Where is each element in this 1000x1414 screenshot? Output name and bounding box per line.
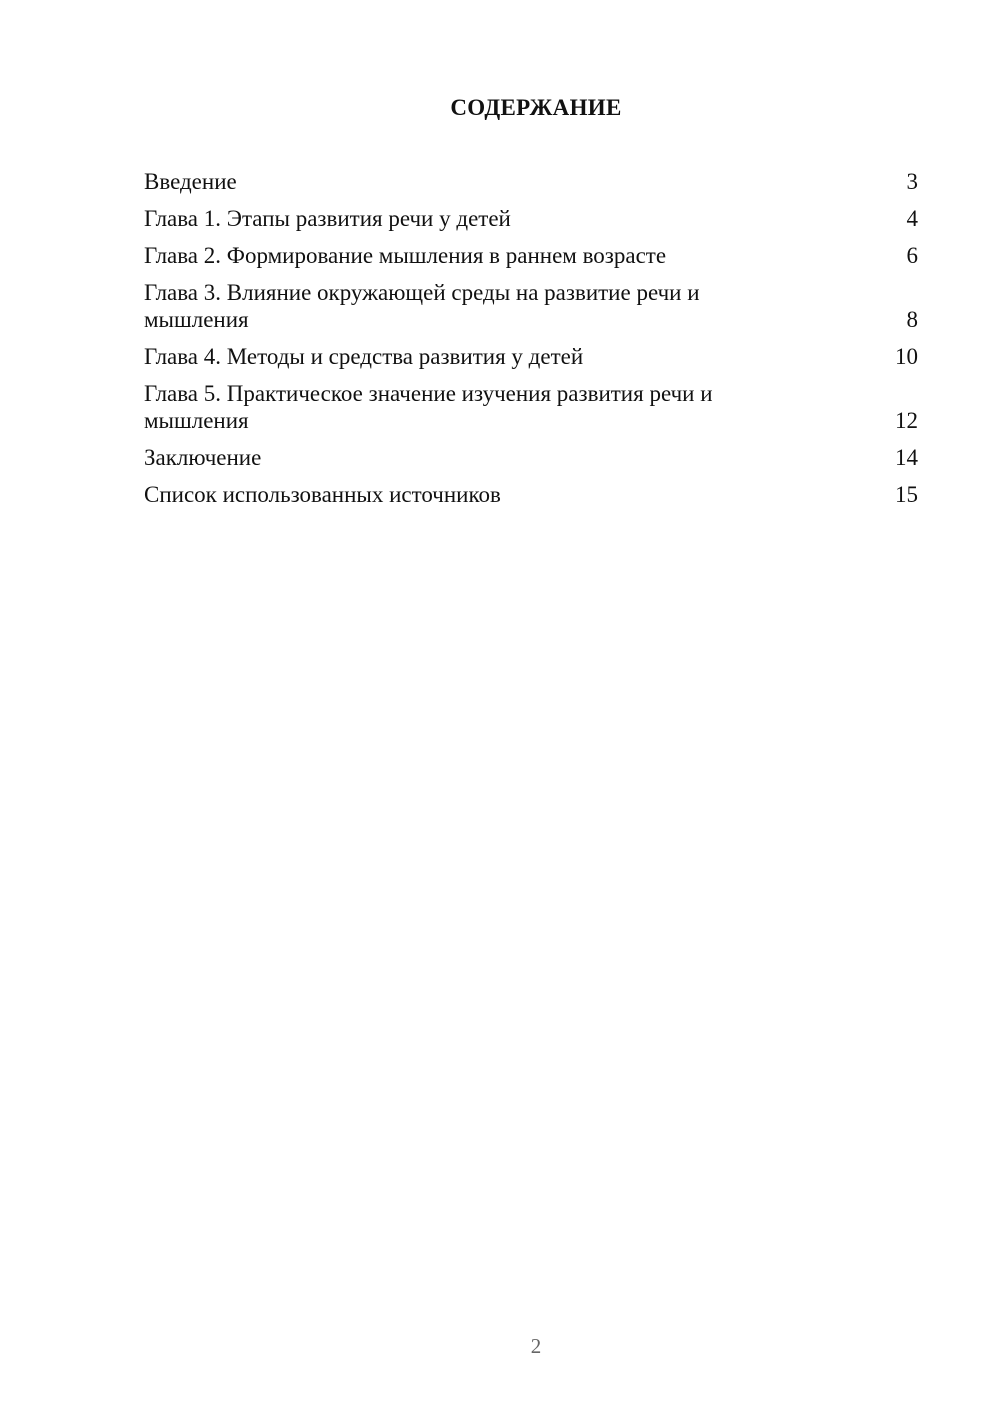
toc-entry-text: Заключение	[144, 445, 262, 470]
toc-list	[144, 168, 918, 518]
toc-entry-chapter-4	[144, 343, 918, 370]
toc-entry-page: 14	[895, 445, 918, 470]
toc-entry-chapter-1	[144, 205, 918, 232]
toc-entry-chapter-3	[144, 279, 918, 333]
toc-entry-page: 10	[895, 344, 918, 369]
toc-entry-conclusion	[144, 444, 918, 471]
toc-entry-page: 4	[906, 206, 918, 231]
toc-entry-chapter-2	[144, 242, 918, 269]
toc-entry-references	[144, 481, 918, 508]
toc-entry-text: Глава 1. Этапы развития речи у детей	[144, 206, 511, 231]
toc-entry-text: Список использованных источников	[144, 482, 501, 507]
toc-entry-chapter-5	[144, 380, 918, 434]
toc-entry-text: Глава 4. Методы и средства развития у детей	[144, 344, 584, 369]
page-number: 2	[530, 1334, 542, 1358]
toc-entry-page: 6	[906, 243, 918, 268]
toc-title: СОДЕРЖАНИЕ	[450, 95, 622, 120]
toc-entry-introduction	[144, 168, 918, 195]
toc-entry-text: Глава 5. Практическое значение изучения развития речи и мышления	[144, 381, 713, 433]
toc-entry-page: 12	[895, 408, 918, 433]
toc-entry-page: 3	[906, 169, 918, 194]
toc-entry-text: Глава 3. Влияние окружающей среды на развитие речи и мышления	[144, 280, 700, 332]
toc-entry-text: Глава 2. Формирование мышления в раннем возрасте	[144, 243, 667, 268]
toc-entry-page: 15	[895, 482, 918, 507]
toc-entry-page: 8	[906, 307, 918, 332]
toc-entry-text: Введение	[144, 169, 237, 194]
